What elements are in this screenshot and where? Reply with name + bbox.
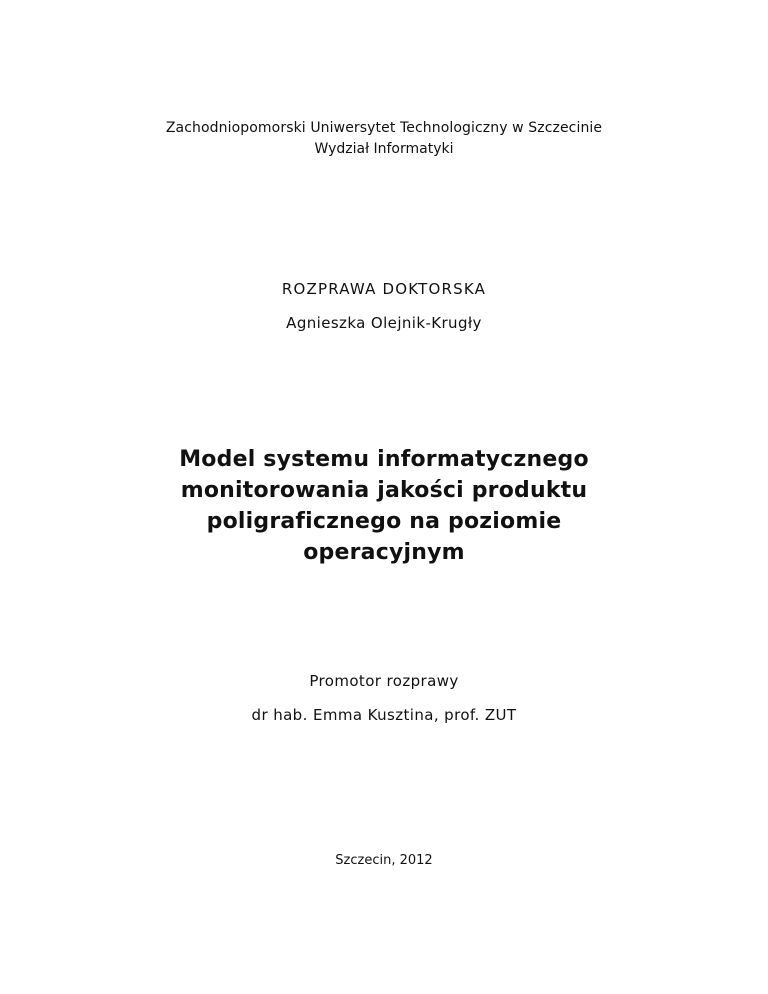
faculty-name: Wydział Informatyki bbox=[314, 141, 454, 157]
thesis-title-line: monitorowania jakości produktu bbox=[180, 478, 588, 503]
university-name: Zachodniopomorski Uniwersytet Technologiczny w Szczecinie bbox=[165, 120, 603, 136]
thesis-title-line: operacyjnym bbox=[303, 540, 465, 565]
thesis-title-line: poligraficznego na poziomie bbox=[206, 509, 562, 534]
thesis-title bbox=[134, 444, 634, 568]
thesis-title-line: Model systemu informatycznego bbox=[179, 447, 589, 472]
thesis-type: ROZPRAWA DOKTORSKA bbox=[281, 280, 487, 298]
supervisor-label: Promotor rozprawy bbox=[309, 672, 459, 690]
author-name: Agnieszka Olejnik-Krugły bbox=[286, 314, 482, 332]
supervisor-name: dr hab. Emma Kusztina, prof. ZUT bbox=[251, 706, 517, 724]
place-and-date: Szczecin, 2012 bbox=[335, 853, 433, 868]
